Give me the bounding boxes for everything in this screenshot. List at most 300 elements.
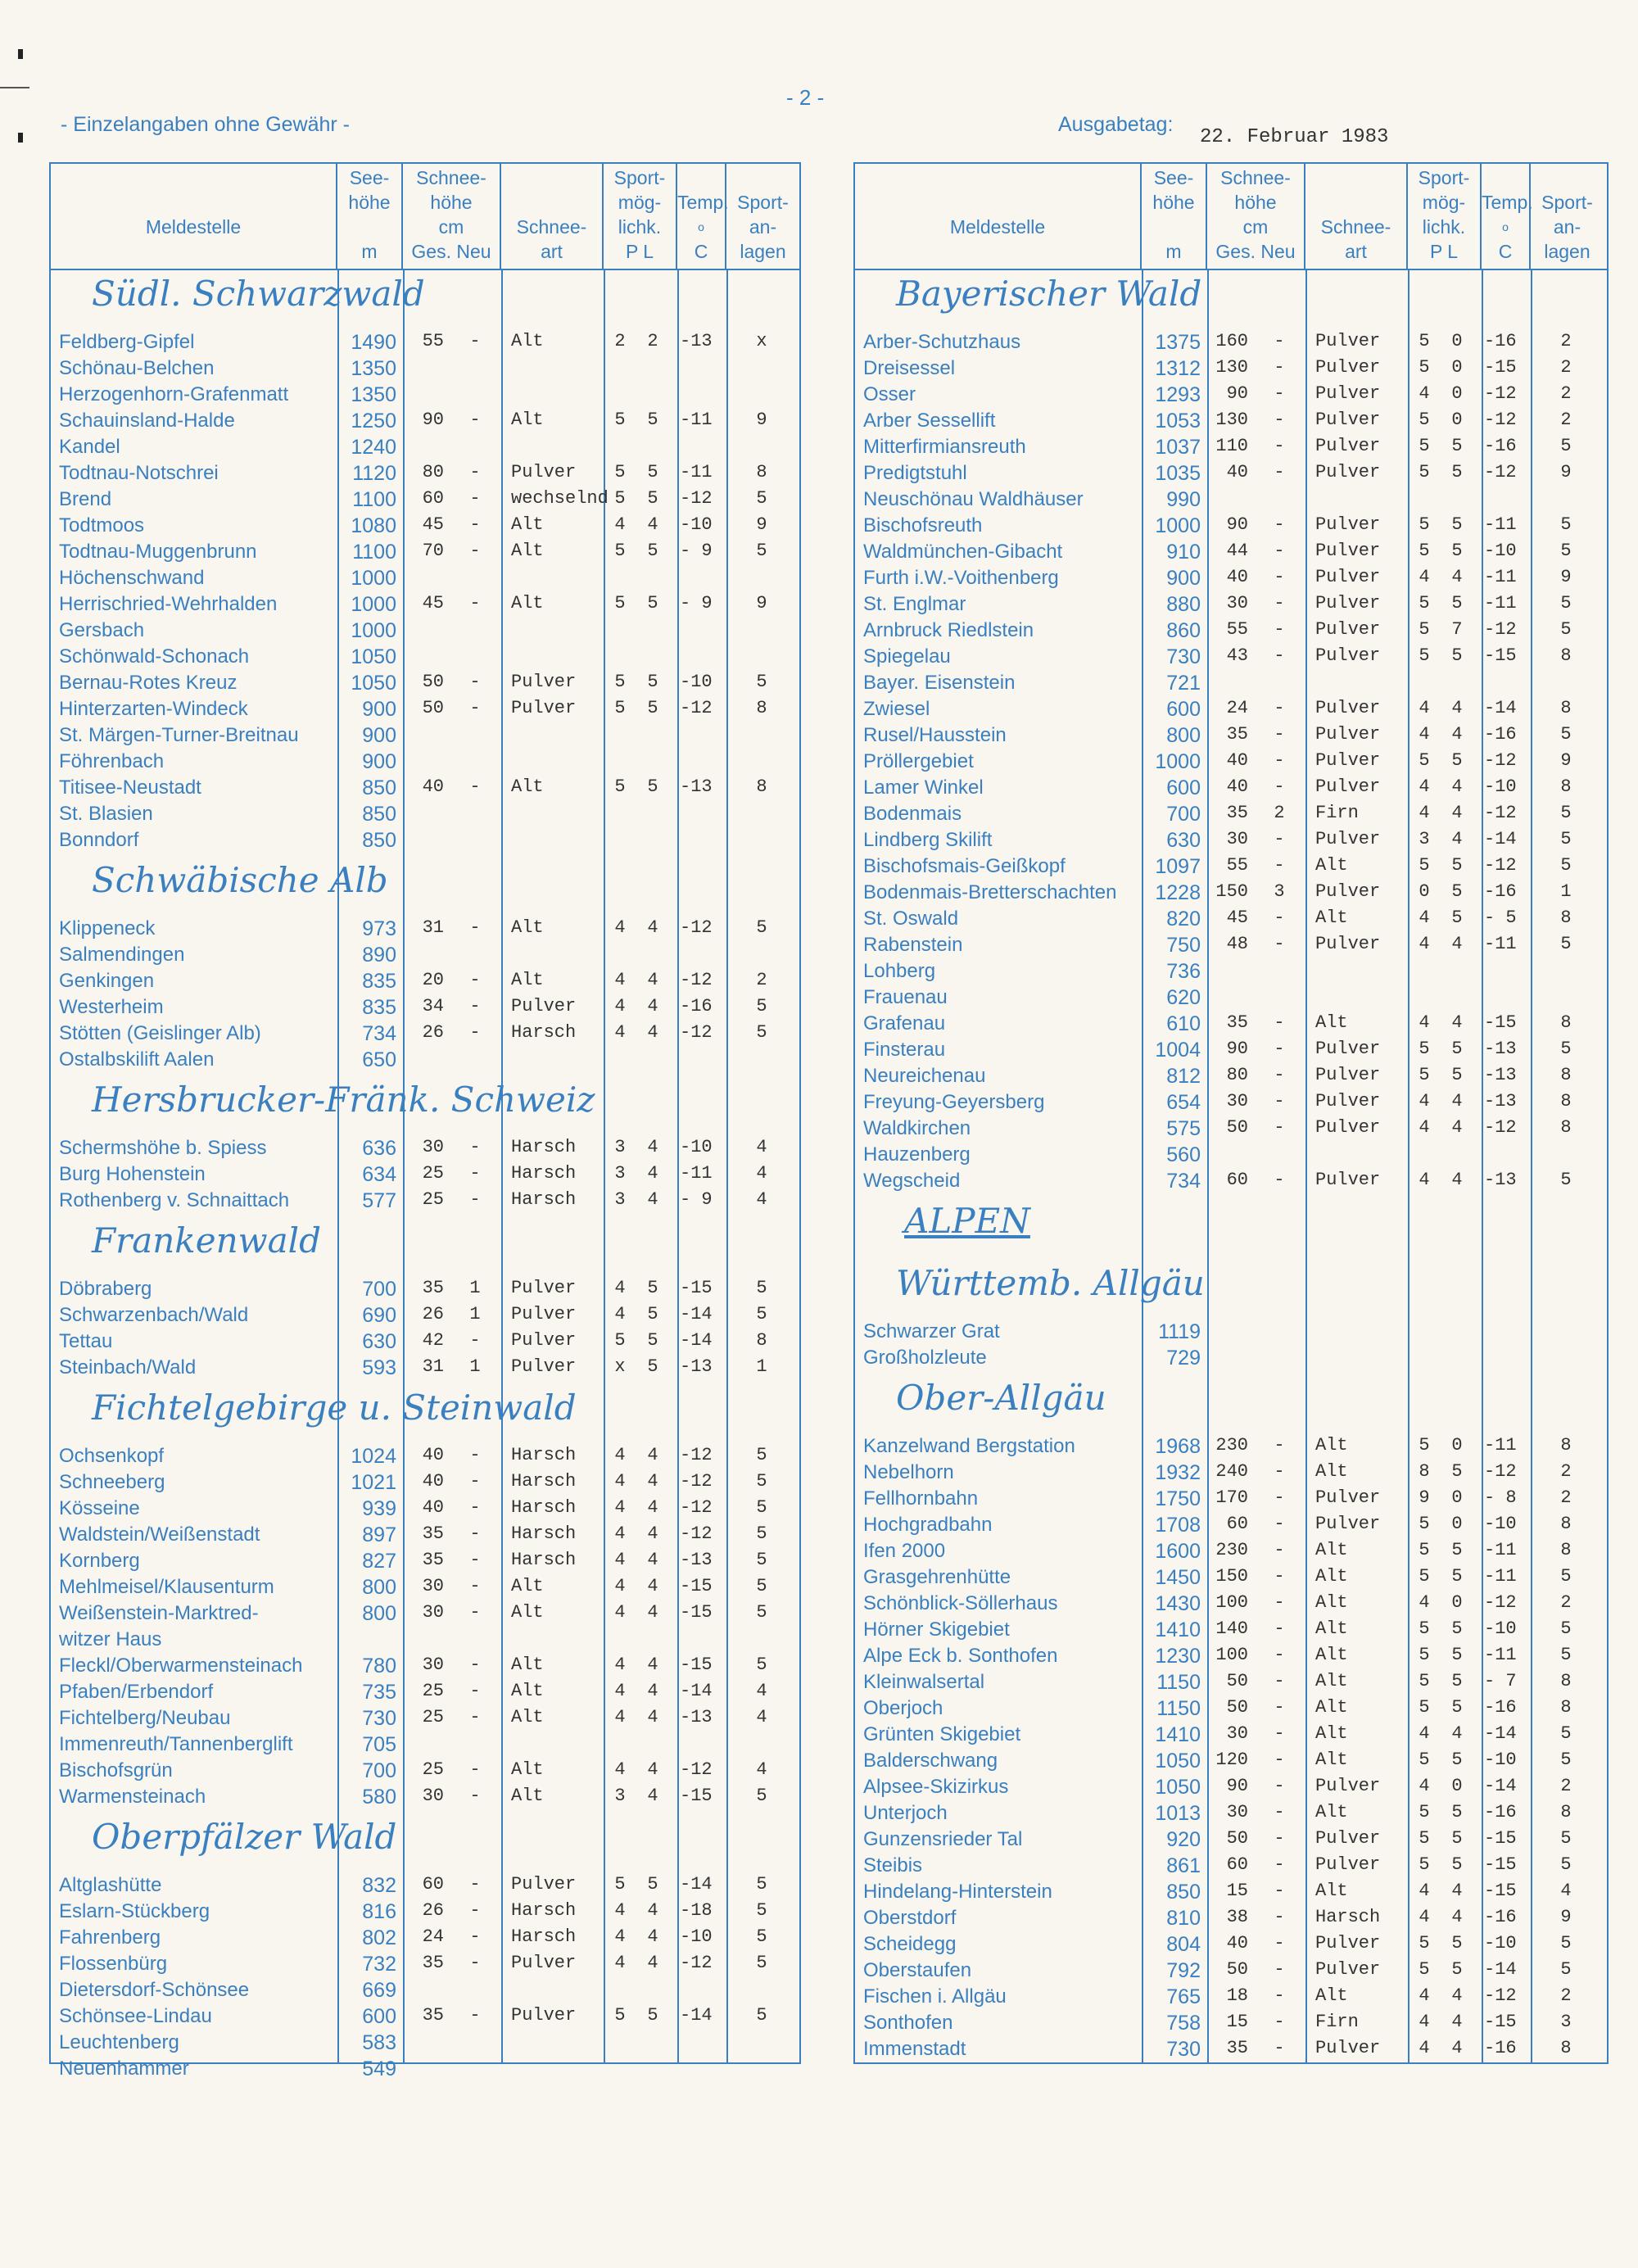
cell-temperature: -12 [680,970,713,990]
cell-snow-total: 30 [1226,829,1248,849]
cell-snow-type: Pulver [1315,698,1381,718]
cell-facilities: 9 [1560,750,1572,771]
cell-sport-l: 4 [647,1602,658,1623]
cell-sport-p: 4 [1419,1985,1430,2006]
cell-snow-type: Harsch [511,1022,577,1043]
cell-facilities: 5 [756,1304,767,1324]
cell-altitude: 575 [1166,1117,1201,1140]
cell-snow-type: Harsch [511,1471,577,1492]
cell-sport-l: 5 [1451,1697,1463,1718]
cell-snow-type: Pulver [1315,567,1381,587]
cell-sport-p: 4 [614,1278,626,1298]
cell-location: Fellhornbahn [863,1487,979,1510]
cell-sport-l: 0 [1451,1514,1463,1534]
cell-location: Neuschönau Waldhäuser [863,488,1084,510]
table-row [855,1854,1607,1881]
cell-snow-new: - [469,1874,481,1895]
cell-location: Mehlmeisel/Klausenturm [59,1576,274,1598]
table-row [51,1497,799,1523]
cell-temperature: -14 [1484,829,1517,849]
cell-altitude: 920 [1166,1828,1201,1851]
cell-snow-type: Pulver [511,462,577,482]
cell-altitude: 1050 [1155,1750,1201,1772]
cell-facilities: 5 [756,1022,767,1043]
cell-facilities: 8 [756,462,767,482]
cell-temperature: -13 [1484,1039,1517,1059]
cell-sport-l: 5 [1451,541,1463,561]
cell-temperature: -14 [680,1304,713,1324]
cell-sport-l: 0 [1451,1592,1463,1613]
cell-location: Kanzelwand Bergstation [863,1435,1075,1457]
cell-temperature: -16 [680,996,713,1016]
cell-location: Bischofsgrün [59,1759,173,1781]
cell-snow-new: - [469,672,481,692]
cell-altitude: 1750 [1155,1487,1201,1510]
cell-temperature: -12 [1484,410,1517,430]
cell-snow-total: 31 [422,1356,444,1377]
cell-snow-total: 35 [422,1550,444,1570]
cell-snow-total: 45 [422,514,444,535]
table-row [855,698,1607,724]
cell-temperature: -13 [680,1550,713,1570]
cell-snow-type: Harsch [511,1497,577,1518]
cell-sport-p: 4 [1419,776,1430,797]
table-row [51,1163,799,1189]
cell-location: Arber-Schutzhaus [863,331,1021,353]
header-label: Temp. [1482,192,1533,213]
cell-sport-p: 3 [614,1189,626,1210]
cell-altitude: 1050 [351,645,396,668]
cell-snow-type: Harsch [511,1523,577,1544]
cell-altitude: 1050 [1155,1776,1201,1799]
cell-snow-type: Pulver [1315,383,1381,404]
cell-temperature: -12 [1484,1117,1517,1138]
cell-facilities: 1 [1560,881,1572,902]
cell-snow-new: - [1274,750,1285,771]
cell-snow-new: 3 [1274,881,1285,902]
cell-altitude: 700 [1166,803,1201,826]
cell-snow-total: 80 [1226,1065,1248,1085]
cell-snow-type: Pulver [1315,1854,1381,1875]
cell-facilities: 5 [1560,1039,1572,1059]
cell-location: Alpsee-Skizirkus [863,1776,1009,1798]
cell-facilities: 5 [1560,829,1572,849]
cell-facilities: 8 [1560,1065,1572,1085]
cell-sport-l: 4 [1451,829,1463,849]
cell-location: Döbraberg [59,1278,152,1300]
cell-altitude: 1150 [1156,1697,1201,1720]
cell-location: Kösseine [59,1497,140,1519]
cell-location: Kleinwalsertal [863,1671,985,1693]
cell-snow-new: - [469,1471,481,1492]
table-row [855,986,1607,1012]
cell-facilities: 8 [1560,1091,1572,1111]
cell-snow-type: Harsch [1315,1907,1381,1927]
cell-snow-new: 2 [1274,803,1285,823]
cell-location: Schneeberg [59,1471,165,1493]
header-label [501,165,602,190]
cell-snow-type: Pulver [1315,776,1381,797]
header-label: höhe [1234,192,1277,213]
cell-snow-total: 40 [1226,750,1248,771]
cell-snow-type: Alt [511,1655,544,1675]
cell-snow-new: - [469,1523,481,1544]
cell-location: Oberstdorf [863,1907,957,1929]
cell-snow-new: - [1274,357,1285,378]
table-row [51,698,799,724]
cell-temperature: -13 [680,1356,713,1377]
cell-snow-type: Pulver [511,1953,577,1973]
cell-sport-p: 4 [614,970,626,990]
cell-snow-total: 35 [1226,803,1248,823]
cell-location: Schwarzer Grat [863,1320,1000,1342]
cell-snow-type: Alt [1315,1671,1348,1691]
cell-sport-l: 4 [647,1576,658,1596]
table-row [51,410,799,436]
cell-altitude: 600 [362,2005,396,2028]
cell-facilities: 5 [1560,514,1572,535]
cell-snow-total: 120 [1215,1750,1248,1770]
cell-location: Lamer Winkel [863,776,984,799]
cell-snow-new: - [469,1602,481,1623]
cell-location: Grasgehrenhütte [863,1566,1011,1588]
cell-facilities: 1 [756,1356,767,1377]
table-row [51,1953,799,1979]
cell-sport-p: 5 [1419,1540,1430,1560]
cell-sport-p: 4 [614,1550,626,1570]
cell-location: St. Blasien [59,803,153,825]
cell-snow-total: 55 [1226,619,1248,640]
cell-location: Ifen 2000 [863,1540,946,1562]
header-label: See- [1153,167,1194,188]
cell-snow-total: 50 [1226,1671,1248,1691]
cell-temperature: -11 [1484,567,1517,587]
cell-location: Fleckl/Oberwarmensteinach [59,1655,303,1677]
cell-sport-l: 5 [1451,462,1463,482]
cell-snow-total: 60 [1226,1170,1248,1190]
cell-altitude: 669 [362,1979,396,2002]
section-heading: Bayerischer Wald [896,274,1202,314]
header-label: Schnee- [1220,167,1291,188]
cell-snow-type: Alt [1315,1540,1348,1560]
cell-snow-new: - [469,1707,481,1727]
cell-snow-type: Alt [511,410,544,430]
cell-sport-p: 5 [1419,1697,1430,1718]
cell-snow-type: Alt [511,776,544,797]
cell-snow-new: - [1274,1750,1285,1770]
cell-sport-p: 5 [1419,410,1430,430]
cell-snow-total: 90 [1226,383,1248,404]
cell-snow-total: 43 [1226,645,1248,666]
cell-facilities: 5 [756,1576,767,1596]
cell-location: Waldmünchen-Gibacht [863,541,1063,563]
header-label: an- [1553,216,1581,238]
cell-facilities: 2 [1560,331,1572,351]
cell-snow-new: - [469,1163,481,1184]
cell-sport-p: 4 [614,1523,626,1544]
table-row [51,750,799,776]
cell-altitude: 1035 [1155,462,1201,485]
cell-snow-type: Pulver [1315,1039,1381,1059]
cell-snow-new: - [1274,724,1285,745]
cell-facilities: 4 [756,1759,767,1780]
cell-snow-new: - [1274,1723,1285,1744]
table-row [51,996,799,1022]
cell-altitude: 861 [1166,1854,1201,1877]
header-label: Schnee- [416,167,486,188]
cell-facilities: 5 [1560,1750,1572,1770]
cell-facilities: 5 [756,1445,767,1465]
cell-sport-p: 4 [1419,383,1430,404]
cell-sport-l: 5 [1451,855,1463,876]
cell-facilities: 2 [1560,1461,1572,1482]
cell-facilities: 8 [756,776,767,797]
cell-sport-l: 5 [647,462,658,482]
cell-facilities: 5 [756,1786,767,1806]
cell-snow-total: 240 [1215,1461,1248,1482]
cell-temperature: -16 [1484,436,1517,456]
cell-location: Dreisessel [863,357,956,379]
header-label [501,190,602,215]
cell-sport-l: 4 [1451,934,1463,954]
cell-location: Steinbach/Wald [59,1356,197,1378]
cell-sport-p: 4 [1419,1091,1430,1111]
cell-snow-total: 140 [1215,1618,1248,1639]
cell-location: Scheidegg [863,1933,957,1955]
cell-snow-total: 90 [1226,1039,1248,1059]
cell-snow-type: Pulver [1315,1776,1381,1796]
table-row [51,567,799,593]
cell-snow-type: Alt [1315,1750,1348,1770]
table-row [855,1985,1607,2012]
table-row [855,750,1607,776]
cell-temperature: - 8 [1484,1487,1517,1508]
header-label [1142,215,1206,239]
cell-altitude: 900 [1166,567,1201,590]
cell-snow-total: 25 [422,1707,444,1727]
header-label: m [1165,241,1182,262]
cell-temperature: -11 [680,410,713,430]
cell-facilities: 5 [1560,1933,1572,1953]
cell-snow-total: 90 [1226,1776,1248,1796]
cell-altitude: 593 [362,1356,396,1379]
cell-snow-new: - [1274,1881,1285,1901]
cell-snow-new: - [1274,1435,1285,1455]
table-row [51,1022,799,1048]
cell-temperature: -11 [1484,1435,1517,1455]
cell-snow-total: 35 [422,1278,444,1298]
cell-facilities: 5 [1560,1566,1572,1587]
cell-sport-p: 3 [614,1137,626,1157]
table-row [51,619,799,645]
cell-snow-new: - [469,1900,481,1921]
cell-facilities: 4 [756,1163,767,1184]
cell-snow-type: Pulver [1315,1065,1381,1085]
header-label: mög- [618,192,662,213]
cell-altitude: 1000 [351,619,396,642]
cell-facilities: 5 [756,1278,767,1298]
cell-sport-l: 4 [647,1655,658,1675]
cell-snow-type: Pulver [1315,1091,1381,1111]
cell-facilities: 5 [1560,541,1572,561]
cell-temperature: -16 [1484,2038,1517,2058]
cell-sport-l: 0 [1451,410,1463,430]
cell-snow-new: - [1274,1776,1285,1796]
cell-sport-l: 4 [647,1497,658,1518]
table-row [51,1681,799,1707]
cell-temperature: -12 [1484,1461,1517,1482]
cell-sport-l: 4 [1451,1117,1463,1138]
cell-sport-p: 4 [614,1576,626,1596]
cell-altitude: 1600 [1155,1540,1201,1563]
cell-snow-new: - [1274,383,1285,404]
cell-sport-l: 5 [1451,436,1463,456]
cell-facilities: 5 [1560,593,1572,613]
cell-temperature: -13 [1484,1170,1517,1190]
table-row [51,645,799,672]
table-row [51,2005,799,2031]
cell-location: Rusel/Hausstein [863,724,1007,746]
cell-sport-l: 4 [1451,724,1463,745]
header-label: C [694,241,708,262]
cell-altitude: 800 [1166,724,1201,747]
cell-temperature: -16 [1484,331,1517,351]
cell-snow-new: - [469,1655,481,1675]
cell-snow-type: Pulver [1315,593,1381,613]
cell-altitude: 736 [1166,960,1201,983]
cell-snow-type: Pulver [511,996,577,1016]
cell-snow-type: wechselnd [511,488,609,509]
disclaimer: - Einzelangaben ohne Gewähr - [61,113,351,136]
cell-temperature: -12 [680,1759,713,1780]
cell-sport-l: 4 [647,1900,658,1921]
cell-location: Hörner Skigebiet [863,1618,1010,1641]
cell-facilities: 5 [1560,619,1572,640]
table-row [51,1304,799,1330]
cell-snow-new: - [1274,829,1285,849]
cell-temperature: - 9 [680,541,713,561]
cell-sport-l: 4 [647,1523,658,1544]
cell-snow-type: Alt [511,541,544,561]
cell-snow-new: - [1274,2012,1285,2032]
cell-sport-l: 5 [1451,908,1463,928]
cell-location: St. Märgen-Turner-Breitnau [59,724,299,746]
cell-snow-new: - [1274,410,1285,430]
header-label: Ges. Neu [1215,241,1296,262]
cell-snow-new: - [469,917,481,938]
cell-location: Bischofsmais-Geißkopf [863,855,1066,877]
header-label [1482,165,1529,190]
cell-temperature: -10 [680,672,713,692]
cell-temperature: -14 [680,1681,713,1701]
table-row [51,357,799,383]
cell-sport-l: 0 [1451,1776,1463,1796]
cell-snow-total: 38 [1226,1907,1248,1927]
header-label: art [1345,241,1367,262]
cell-location: Schauinsland-Halde [59,410,235,432]
cell-location: Fischen i. Allgäu [863,1985,1007,2008]
cell-sport-l: 5 [647,1356,658,1377]
cell-sport-p: 4 [1419,567,1430,587]
cell-altitude: 804 [1166,1933,1201,1956]
cell-altitude: 1410 [1155,1723,1201,1746]
cell-facilities: 5 [756,1874,767,1895]
cell-sport-p: 5 [1419,1959,1430,1980]
header-label [726,165,799,190]
cell-sport-l: 5 [1451,1933,1463,1953]
cell-snow-total: 30 [422,1602,444,1623]
cell-sport-p: 5 [614,541,626,561]
cell-snow-total: 30 [1226,593,1248,613]
cell-snow-type: Pulver [1315,541,1381,561]
table-row [855,1347,1607,1373]
table-row [855,1592,1607,1618]
cell-altitude: 630 [362,1330,396,1353]
cell-temperature: -13 [680,1707,713,1727]
cell-altitude: 800 [362,1576,396,1599]
cell-location: Ochsenkopf [59,1445,165,1467]
cell-snow-new: - [469,1759,481,1780]
cell-altitude: 1000 [351,593,396,616]
cell-facilities: 2 [1560,383,1572,404]
cell-snow-type: Alt [511,1602,544,1623]
cell-sport-p: 5 [1419,436,1430,456]
cell-sport-l: 4 [1451,2038,1463,2058]
cell-sport-p: 4 [1419,934,1430,954]
cell-snow-new: - [1274,1933,1285,1953]
cell-sport-p: 5 [1419,541,1430,561]
cell-snow-type: Harsch [511,1445,577,1465]
cell-sport-p: 4 [614,1926,626,1947]
cell-sport-l: 4 [647,917,658,938]
issue-date: 22. Februar 1983 [1200,126,1389,148]
cell-sport-l: 5 [1451,1750,1463,1770]
cell-snow-total: 40 [1226,776,1248,797]
cell-snow-type: Pulver [1315,1514,1381,1534]
cell-sport-l: 4 [647,514,658,535]
cell-temperature: -15 [1484,1828,1517,1849]
cell-sport-l: 4 [1451,1012,1463,1033]
cell-location: Eslarn-Stückberg [59,1900,210,1922]
cell-location: Kandel [59,436,120,458]
cell-location: Todtnau-Muggenbrunn [59,541,257,563]
cell-temperature: -10 [1484,1750,1517,1770]
cell-temperature: -13 [1484,1091,1517,1111]
cell-sport-l: 5 [1451,1065,1463,1085]
cell-facilities: 9 [756,514,767,535]
cell-facilities: 2 [1560,357,1572,378]
cell-snow-new: - [469,2005,481,2026]
cell-snow-type: Alt [1315,1618,1348,1639]
table-row [855,1566,1607,1592]
table-row [855,593,1607,619]
cell-sport-p: 5 [614,488,626,509]
cell-snow-new: - [1274,1540,1285,1560]
cell-snow-new: - [1274,855,1285,876]
cell-temperature: -12 [680,698,713,718]
cell-location: Bodenmais [863,803,962,825]
table-row [855,1487,1607,1514]
cell-temperature: -16 [1484,1802,1517,1822]
cell-altitude: 900 [362,750,396,773]
cell-snow-new: - [1274,541,1285,561]
cell-snow-total: 60 [422,1874,444,1895]
table-row [855,724,1607,750]
cell-sport-p: 5 [1419,1828,1430,1849]
cell-sport-l: 4 [1451,698,1463,718]
cell-altitude: 835 [362,970,396,993]
cell-altitude: 820 [1166,908,1201,930]
